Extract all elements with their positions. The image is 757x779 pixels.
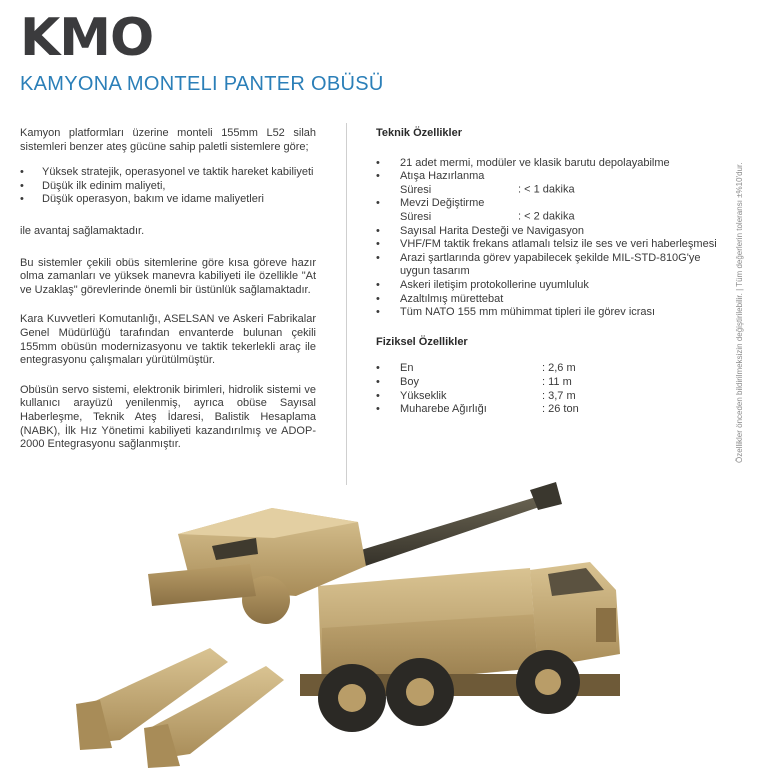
list-item: [376, 362, 721, 376]
cab-grille: [596, 608, 616, 642]
spec-value: : 2,6 m: [542, 362, 576, 375]
list-item: • Düşük ilk edinim maliyeti,: [20, 180, 316, 194]
list-item: • Arazi şartlarında görev yapabilecek şekilde MIL-STD-810G'ye uygun tasarım: [376, 252, 721, 279]
spec-key: Yükseklik: [400, 389, 447, 402]
description-column: [20, 127, 316, 452]
intro-paragraph: Kamyon platformları üzerine monteli 155mm L52 silah sistemleri benzer ateş gücüne sahip paletli sistemlere göre;: [20, 127, 316, 153]
list-item: • Sayısal Harita Desteği ve Navigasyon: [376, 225, 721, 239]
list-item: • 21 adet mermi, modüler ve klasik barutu depolayabilme: [376, 157, 721, 171]
technical-specs-list: [376, 157, 721, 320]
list-item: • Azaltılmış mürettebat: [376, 293, 721, 307]
disclaimer-text: Özellikler önceden bildirilmeksizin değiştirilebilir. | Tüm değerlerin toleransı ±%10'dur.: [735, 162, 744, 463]
paragraph: Obüsün servo sistemi, elektronik birimleri, hidrolik sistemi ve kullanıcı arayüzü yenilenmiş, ayrıca obüse Sayısal Haberleşme, Teknik Ateş İdaresi, Balistik Hesaplama (NABK), İlk Hız Yönetimi kabiliyeti kazandırılmış ve ADOP-2000 Entegrasyonu sağlanmıştır.: [20, 383, 316, 451]
page-title: KMO: [20, 8, 154, 68]
page-subtitle: KAMYONA MONTELI PANTER OBÜSÜ: [20, 73, 384, 95]
spec-value: : 11 m: [542, 375, 572, 388]
wheel-hub: [535, 669, 561, 695]
list-item: [376, 197, 721, 224]
list-item: • Tüm NATO 155 mm mühimmat tipleri ile görev icrası: [376, 306, 721, 320]
wheel-hub: [338, 684, 366, 712]
physical-specs-list: [376, 362, 721, 416]
physical-specs-heading: Fiziksel Özellikler: [376, 335, 468, 348]
disclaimer-note: [735, 123, 747, 463]
gun-cradle: [148, 564, 256, 606]
spec-key: Atışa Hazırlanma Süresi: [400, 170, 485, 196]
paragraph: ile avantaj sağlamaktadır.: [20, 224, 145, 237]
list-item: • Düşük operasyon, bakım ve idame maliyetleri: [20, 193, 316, 207]
spec-value: : 3,7 m: [542, 389, 576, 402]
howitzer-truck-illustration: [60, 478, 680, 774]
list-item: [376, 403, 721, 417]
spec-key: Muharebe Ağırlığı: [400, 403, 487, 416]
specs-column: [376, 127, 721, 417]
spec-value: : 26 ton: [542, 403, 579, 416]
list-item: [376, 376, 721, 390]
paragraph: Bu sistemler çekili obüs sitemlerine göre kısa göreve hazır olma zamanları ve yüksek manevra kabiliyeti ile özellikle "At ve Uzaklaş" görevlerinde önemli bir üstünlük sağlamaktadır.: [20, 256, 316, 296]
list-item: • Askeri iletişim protokollerine uyumluluk: [376, 279, 721, 293]
list-item: [376, 390, 721, 404]
spec-key: En: [400, 362, 414, 375]
list-item: [376, 170, 721, 197]
list-item: • VHF/FM taktik frekans atlamalı telsiz ile ses ve veri haberleşmesi: [376, 238, 721, 252]
advantages-list: [20, 166, 316, 207]
list-item: • Yüksek stratejik, operasyonel ve taktik hareket kabiliyeti: [20, 166, 316, 180]
spec-key: Boy: [400, 375, 419, 388]
spec-value: : < 1 dakika: [518, 183, 575, 196]
technical-specs-heading: Teknik Özellikler: [376, 127, 463, 139]
spec-key: Mevzi Değiştirme Süresi: [400, 197, 485, 223]
paragraph: Kara Kuvvetleri Komutanlığı, ASELSAN ve Askeri Fabrikalar Genel Müdürlüğü tarafından envanterde bulunan çekili 155mm obüsün modernizasyonu ve taktik tekerlekli araç ile entegrasyonu çalışmaları yürütülmüştür.: [20, 313, 316, 367]
spec-value: : < 2 dakika: [518, 210, 575, 223]
wheel-hub: [406, 678, 434, 706]
column-divider: [346, 123, 347, 485]
